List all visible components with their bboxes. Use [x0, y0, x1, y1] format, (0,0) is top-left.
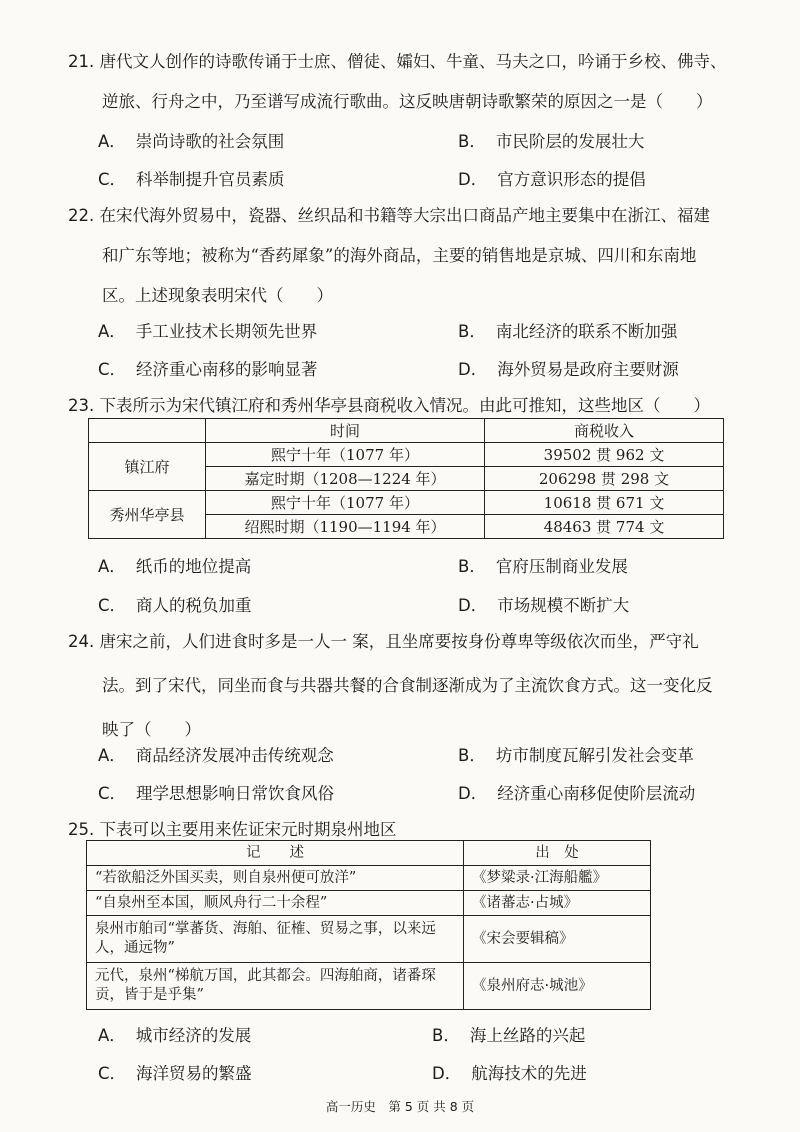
q21-option-a[interactable]: A． 崇尚诗歌的社会氛围 — [98, 132, 285, 151]
q21-option-d[interactable]: D． 官方意识形态的提倡 — [458, 170, 646, 189]
income-cell: 39502 贯 962 文 — [485, 443, 724, 467]
question-number: 22. — [68, 206, 95, 225]
q23-option-b[interactable]: B． 官府压制商业发展 — [458, 557, 628, 576]
quanzhou-records-table — [86, 840, 651, 1010]
region-cell: 镇江府 — [89, 443, 206, 491]
question-24-stem-cont: 法。到了宋代，同坐而食与共器共餐的合食制逐渐成为了主流饮食方式。这一变化反 — [102, 676, 713, 695]
question-number: 21. — [68, 52, 95, 71]
q24-option-d[interactable]: D． 经济重心南移促使阶层流动 — [458, 784, 696, 803]
q23-option-d[interactable]: D． 市场规模不断扩大 — [458, 596, 630, 615]
question-22-stem-cont: 和广东等地；被称为“香药犀象”的海外商品，主要的销售地是京城、四川和东南地 — [102, 246, 697, 265]
table-header-cell: 记 述 — [87, 841, 464, 866]
question-21-stem-cont: 逆旅、行舟之中，乃至谱写成流行歌曲。这反映唐朝诗歌繁荣的原因之一是（ ） — [102, 92, 713, 111]
question-24 — [68, 620, 768, 752]
region-cell: 秀州华亭县 — [89, 491, 206, 539]
q24-option-b[interactable]: B． 坊市制度瓦解引发社会变革 — [458, 746, 694, 765]
question-21-stem: 21. 唐代文人创作的诗歌传诵于士庶、僧徒、孀妇、牛童、马夫之口，吟诵于乡校、佛寺、 — [68, 52, 727, 71]
q25-option-b[interactable]: B． 海上丝路的兴起 — [432, 1026, 586, 1045]
q24-option-c[interactable]: C． 理学思想影响日常饮食风俗 — [98, 784, 335, 803]
question-number: 24. — [68, 632, 95, 651]
question-number: 25. — [68, 820, 95, 839]
table-header-row — [87, 841, 651, 866]
table-row — [87, 891, 651, 916]
question-24-stem-cont2: 映了（ ） — [102, 720, 201, 739]
q23-option-c[interactable]: C． 商人的税负加重 — [98, 596, 252, 615]
question-25-stem: 25. 下表可以主要用来佐证宋元时期泉州地区 — [68, 820, 397, 839]
q22-option-a[interactable]: A． 手工业技术长期领先世界 — [98, 322, 318, 341]
q21-option-c[interactable]: C． 科举制提升官员素质 — [98, 170, 285, 189]
question-22 — [68, 196, 768, 316]
time-cell: 熙宁十年（1077 年） — [206, 443, 485, 467]
q22-option-c[interactable]: C． 经济重心南移的影响显著 — [98, 360, 318, 379]
q25-option-a[interactable]: A． 城市经济的发展 — [98, 1026, 252, 1045]
question-24-stem: 24. 唐宋之前，人们进食时多是一人一 案，且坐席要按身份尊卑等级依次而坐，严守礼 — [68, 632, 699, 651]
source-cell: 《泉州府志·城池》 — [464, 963, 651, 1010]
time-cell: 嘉定时期（1208—1224 年） — [206, 467, 485, 491]
table-row — [89, 443, 724, 467]
q22-option-b[interactable]: B． 南北经济的联系不断加强 — [458, 322, 678, 341]
question-23-stem: 23. 下表所示为宋代镇江府和秀州华亭县商税收入情况。由此可推知，这些地区（ ） — [68, 396, 710, 415]
table-header-cell: 时间 — [206, 419, 485, 443]
q23-option-a[interactable]: A． 纸币的地位提高 — [98, 557, 252, 576]
question-22-stem-cont2: 区。上述现象表明宋代（ ） — [102, 286, 333, 305]
q22-option-d[interactable]: D． 海外贸易是政府主要财源 — [458, 360, 679, 379]
table-header-cell — [89, 419, 206, 443]
source-cell: 《梦粱录·江海船艦》 — [464, 866, 651, 891]
q25-option-d[interactable]: D． 航海技术的先进 — [432, 1064, 587, 1083]
table-row — [89, 491, 724, 515]
source-cell: 《宋会要辑稿》 — [464, 916, 651, 963]
record-cell: 泉州市舶司“掌蕃货、海舶、征榷、贸易之事，以来远人，通远物” — [87, 916, 464, 963]
record-cell: “自泉州至本国，顺风舟行二十余程” — [87, 891, 464, 916]
source-cell: 《诸蕃志·占城》 — [464, 891, 651, 916]
table-header-cell: 商税收入 — [485, 419, 724, 443]
record-cell: 元代，泉州“梯航万国，此其都会。四海舶商，诸番琛贡，皆于是乎集” — [87, 963, 464, 1010]
page-footer: 高一历史 第 5 页 共 8 页 — [325, 1099, 475, 1114]
q25-option-c[interactable]: C． 海洋贸易的繁盛 — [98, 1064, 252, 1083]
question-number: 23. — [68, 396, 95, 415]
q21-option-b[interactable]: B． 市民阶层的发展壮大 — [458, 132, 645, 151]
table-row — [87, 866, 651, 891]
time-cell: 熙宁十年（1077 年） — [206, 491, 485, 515]
table-row — [87, 916, 651, 963]
q24-option-a[interactable]: A． 商品经济发展冲击传统观念 — [98, 746, 334, 765]
tax-income-table — [88, 418, 724, 539]
income-cell: 10618 贯 671 文 — [485, 491, 724, 515]
table-header-cell: 出 处 — [464, 841, 651, 866]
table-row — [87, 963, 651, 1010]
income-cell: 48463 贯 774 文 — [485, 515, 724, 539]
table-header-row — [89, 419, 724, 443]
record-cell: “若欲船泛外国买卖，则自泉州便可放洋” — [87, 866, 464, 891]
question-21 — [68, 42, 768, 122]
question-22-stem: 22. 在宋代海外贸易中，瓷器、丝织品和书籍等大宗出口商品产地主要集中在浙江、福建 — [68, 206, 710, 225]
time-cell: 绍熙时期（1190—1194 年） — [206, 515, 485, 539]
income-cell: 206298 贯 298 文 — [485, 467, 724, 491]
